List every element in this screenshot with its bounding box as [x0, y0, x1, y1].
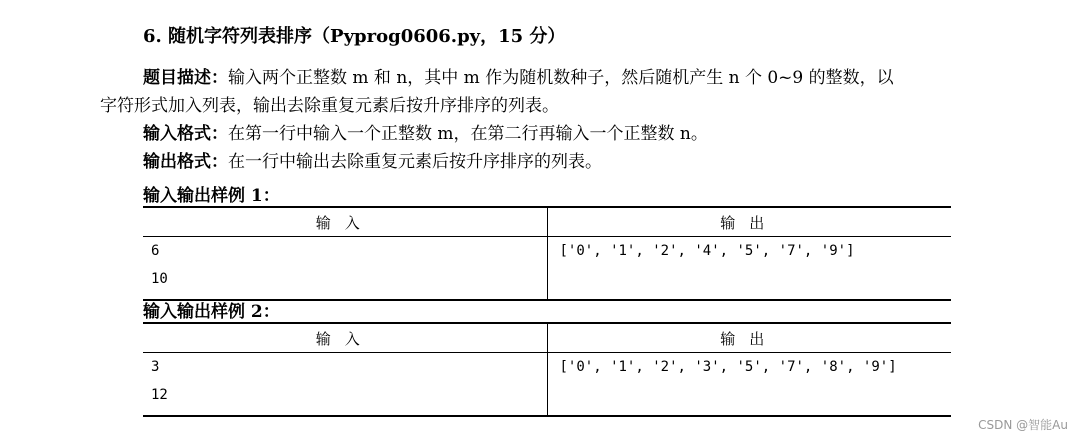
csdn-watermark: CSDN @智能Au: [978, 418, 1068, 432]
output-format-text: 在一行中输出去除重复元素后按升序排序的列表。: [228, 152, 602, 172]
input-format-label: 输入格式：: [143, 124, 228, 144]
example-2-table: [143, 322, 951, 417]
input-format-paragraph: [143, 120, 708, 148]
output-format-paragraph: [143, 148, 602, 176]
output-format-label: 输出格式：: [143, 152, 228, 172]
example-1-output-header: 输出: [547, 207, 951, 237]
example-2-output-header: 输出: [547, 323, 951, 353]
example-1-label: 输入输出样例 1：: [143, 186, 280, 206]
example-1-output-cell: ['0', '1', '2', '4', '5', '7', '9']: [547, 237, 951, 301]
example-2-input-line-2: 12: [151, 387, 168, 403]
example-2-input-cell: [143, 353, 547, 417]
example-1-input-cell: [143, 237, 547, 301]
example-2-output-cell: ['0', '1', '2', '3', '5', '7', '8', '9']: [547, 353, 951, 417]
example-2-label: 输入输出样例 2：: [143, 302, 280, 322]
description-line-2: 字符形式加入列表，输出去除重复元素后按升序排序的列表。: [100, 96, 559, 116]
problem-title: 6. 随机字符列表排序（Pyprog0606.py，15 分）: [143, 26, 566, 47]
example-1-input-header: 输入: [143, 207, 547, 237]
example-2-input-header: 输入: [143, 323, 547, 353]
input-format-text: 在第一行中输入一个正整数 m，在第二行再输入一个正整数 n。: [228, 124, 708, 144]
description-paragraph: [143, 64, 894, 92]
example-2-input-line-1: 3: [151, 359, 160, 375]
description-line-1: 输入两个正整数 m 和 n，其中 m 作为随机数种子，然后随机产生 n 个 0~9 的整数，以: [228, 68, 894, 88]
example-1-input-line-1: 6: [151, 243, 160, 259]
description-label: 题目描述：: [143, 68, 228, 88]
example-1-table: [143, 206, 951, 301]
example-1-input-line-2: 10: [151, 271, 168, 287]
